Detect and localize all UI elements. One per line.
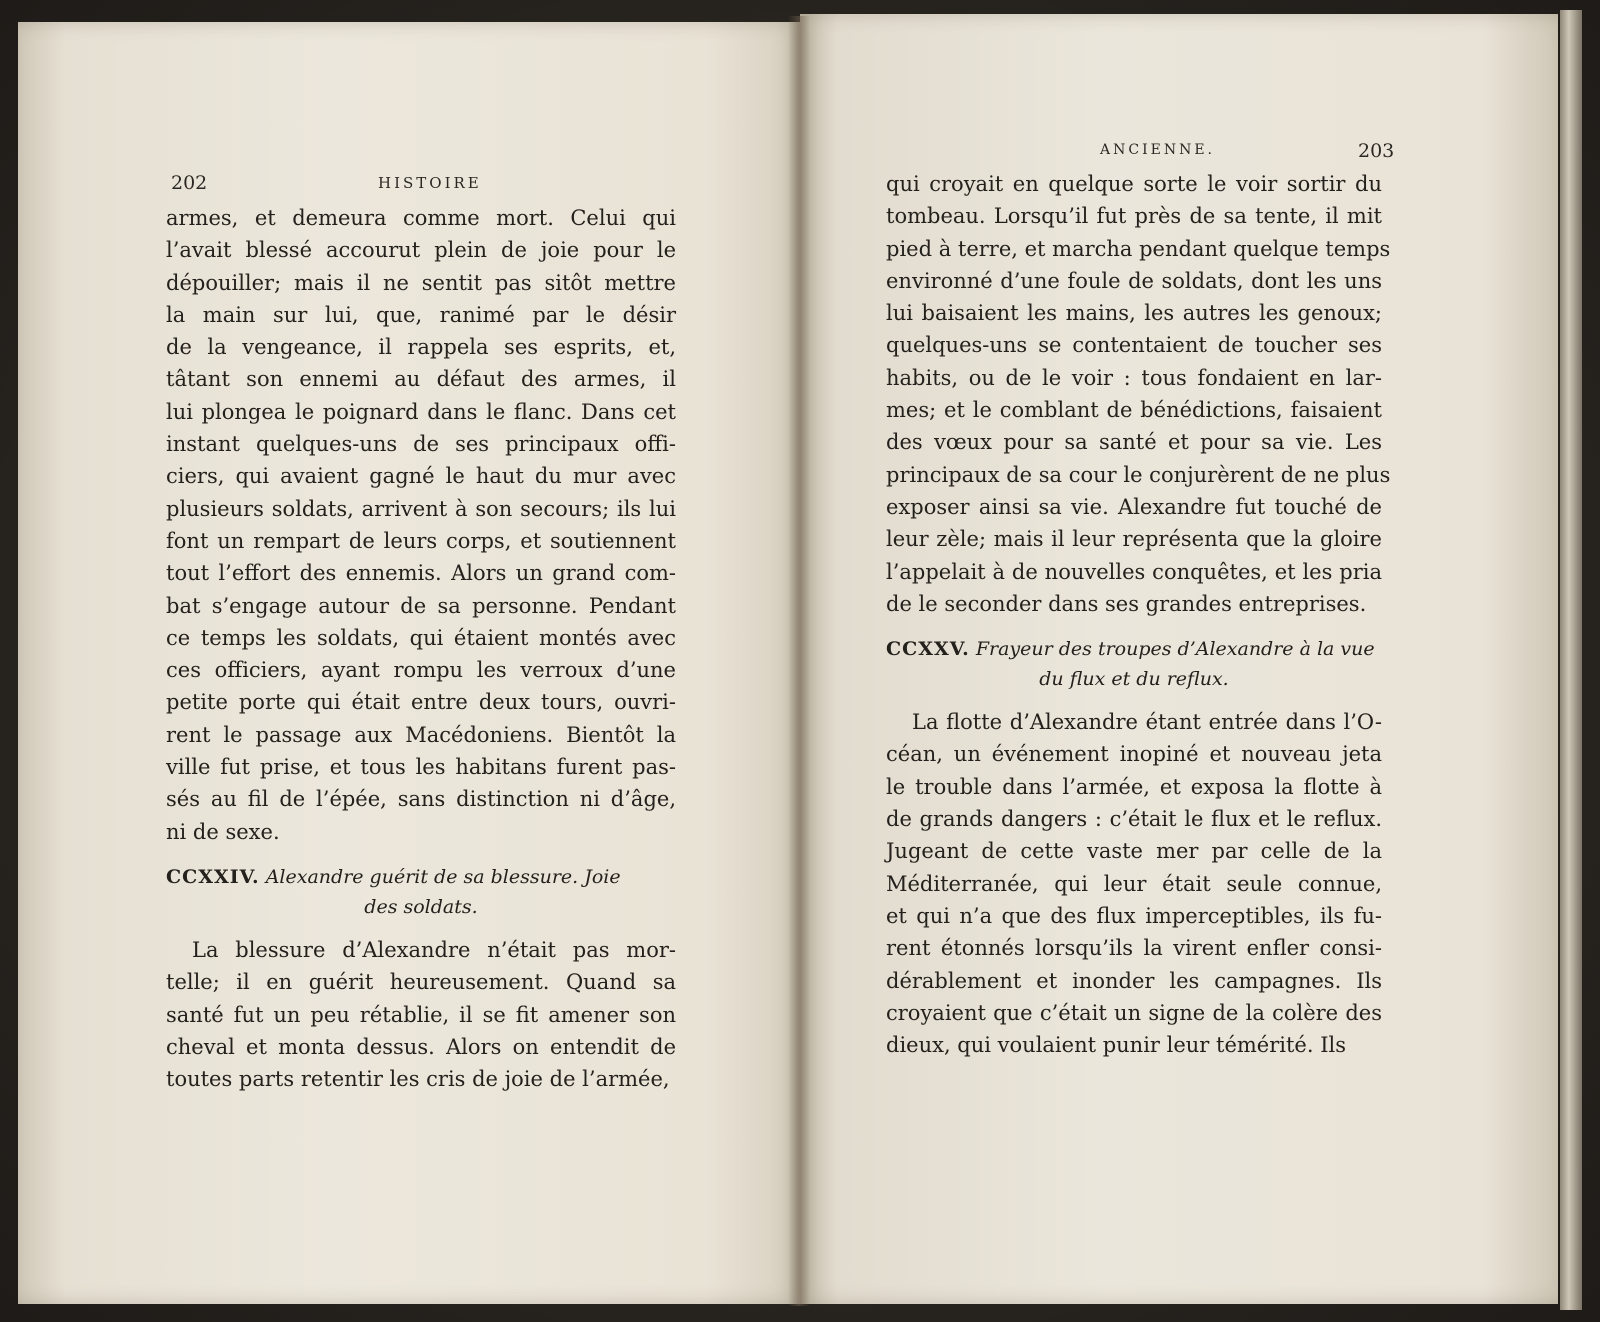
paragraph — [166, 934, 676, 1095]
text-line: de la vengeance, il rappela ses esprits, et, — [166, 335, 676, 360]
section-heading — [886, 634, 1382, 694]
running-head: HISTOIRE — [378, 174, 482, 192]
text-line: et qui n’a que des flux imperceptibles, ils fu- — [886, 903, 1382, 928]
page-number: 203 — [1358, 140, 1395, 162]
text-line: lui plongea le poignard dans le flanc. Dans cet — [166, 399, 676, 424]
text-line: petite porte qui était entre deux tours, ouvri- — [166, 690, 676, 715]
section-title-line: des soldats. — [364, 895, 478, 918]
text-line: rent le passage aux Macédoniens. Bientôt la — [166, 722, 676, 747]
text-line: principaux de sa cour le conjurèrent de ne plus — [886, 462, 1391, 487]
paragraph-continued — [166, 202, 676, 848]
text-line: exposer ainsi sa vie. Alexandre fut touché de — [886, 494, 1382, 519]
text-line: telle; il en guérit heureusement. Quand sa — [166, 970, 676, 995]
text-line: tombeau. Lorsqu’il fut près de sa tente, il mit — [886, 204, 1382, 229]
section-number: CCXXV. — [886, 638, 970, 661]
text-line: mes; et le comblant de bénédictions, faisaient — [886, 398, 1382, 423]
text-line: environné d’une foule de soldats, dont les uns — [886, 268, 1382, 293]
page-number: 202 — [171, 172, 208, 194]
text-line: tâtant son ennemi au défaut des armes, il — [166, 367, 676, 392]
section-title-line: Frayeur des troupes d’Alexandre à la vue — [975, 638, 1375, 661]
text-line: armes, et demeura comme mort. Celui qui — [166, 206, 676, 230]
page-edges — [1560, 10, 1582, 1310]
text-line: céan, un événement inopiné et nouveau jeta — [886, 742, 1382, 767]
text-line: lui baisaient les mains, les autres les genoux; — [886, 301, 1382, 326]
text-line: la main sur lui, que, ranimé par le désir — [166, 302, 676, 327]
text-line: de grands dangers : c’était le flux et le reflux. — [886, 807, 1382, 832]
text-line: ciers, qui avaient gagné le haut du mur avec — [166, 464, 676, 489]
text-line: toutes parts retentir les cris de joie de l’armée, — [166, 1067, 670, 1092]
text-line: Méditerranée, qui leur était seule connue, — [886, 871, 1382, 896]
text-line: La blessure d’Alexandre n’était pas mor- — [192, 937, 676, 962]
left-text-body — [166, 202, 676, 1095]
text-line: de le seconder dans ses grandes entreprises. — [886, 591, 1367, 616]
section-title-line: Alexandre guérit de sa blessure. Joie — [265, 865, 621, 888]
text-line: l’avait blessé accourut plein de joie pour le — [166, 238, 676, 263]
text-line: santé fut un peu rétablie, il se fit amener son — [166, 1002, 676, 1027]
text-line: pied à terre, et marcha pendant quelque temps — [886, 236, 1391, 261]
running-head: ANCIENNE. — [1100, 142, 1215, 158]
book-gutter — [788, 16, 810, 1306]
text-line: instant quelques-uns de ses principaux offi- — [166, 432, 676, 457]
paragraph-continued — [886, 168, 1391, 620]
text-line: cheval et monta dessus. Alors on entendit de — [166, 1034, 676, 1059]
text-line: rent étonnés lorsqu’ils la virent enfler consi- — [886, 936, 1382, 961]
paragraph — [886, 706, 1382, 1061]
right-page — [800, 14, 1558, 1304]
text-line: qui croyait en quelque sorte le voir sortir du — [886, 172, 1382, 196]
text-line: l’appelait à de nouvelles conquêtes, et les pria — [886, 559, 1382, 584]
left-page — [18, 22, 800, 1304]
text-line: tout l’effort des ennemis. Alors un grand com- — [166, 561, 676, 586]
text-line: le trouble dans l’armée, et exposa la flotte à — [886, 774, 1382, 799]
section-number: CCXXIV. — [166, 865, 260, 888]
text-line: ces officiers, ayant rompu les verroux d’une — [166, 658, 676, 683]
text-line: ni de sexe. — [166, 819, 280, 844]
text-line: plusieurs soldats, arrivent à son secours; ils lui — [166, 496, 676, 521]
text-line: habits, ou de le voir : tous fondaient en lar- — [886, 365, 1382, 390]
text-line: ce temps les soldats, qui étaient montés avec — [166, 625, 676, 650]
text-line: sés au fil de l’épée, sans distinction ni d’âge, — [166, 787, 676, 812]
text-line: bat s’engage autour de sa personne. Pendant — [166, 593, 676, 618]
right-text-body — [886, 168, 1391, 1061]
text-line: dérablement et inonder les campagnes. Ils — [886, 968, 1382, 993]
text-line: quelques-uns se contentaient de toucher ses — [886, 333, 1382, 358]
text-line: dieux, qui voulaient punir leur témérité. Ils — [886, 1033, 1346, 1058]
text-line: La flotte d’Alexandre étant entrée dans l’O- — [912, 710, 1382, 735]
text-line: leur zèle; mais il leur représenta que la gloire — [886, 527, 1382, 552]
section-heading — [166, 862, 676, 922]
text-line: font un rempart de leurs corps, et soutiennent — [166, 528, 676, 553]
text-line: Jugeant de cette vaste mer par celle de la — [886, 839, 1382, 864]
text-line: dépouiller; mais il ne sentit pas sitôt mettre — [166, 270, 676, 295]
text-line: des vœux pour sa santé et pour sa vie. Les — [886, 430, 1382, 455]
section-title-line: du flux et du reflux. — [1039, 668, 1229, 691]
text-line: croyaient que c’était un signe de la colère des — [886, 1000, 1382, 1025]
text-line: ville fut prise, et tous les habitans furent pas- — [166, 755, 676, 780]
